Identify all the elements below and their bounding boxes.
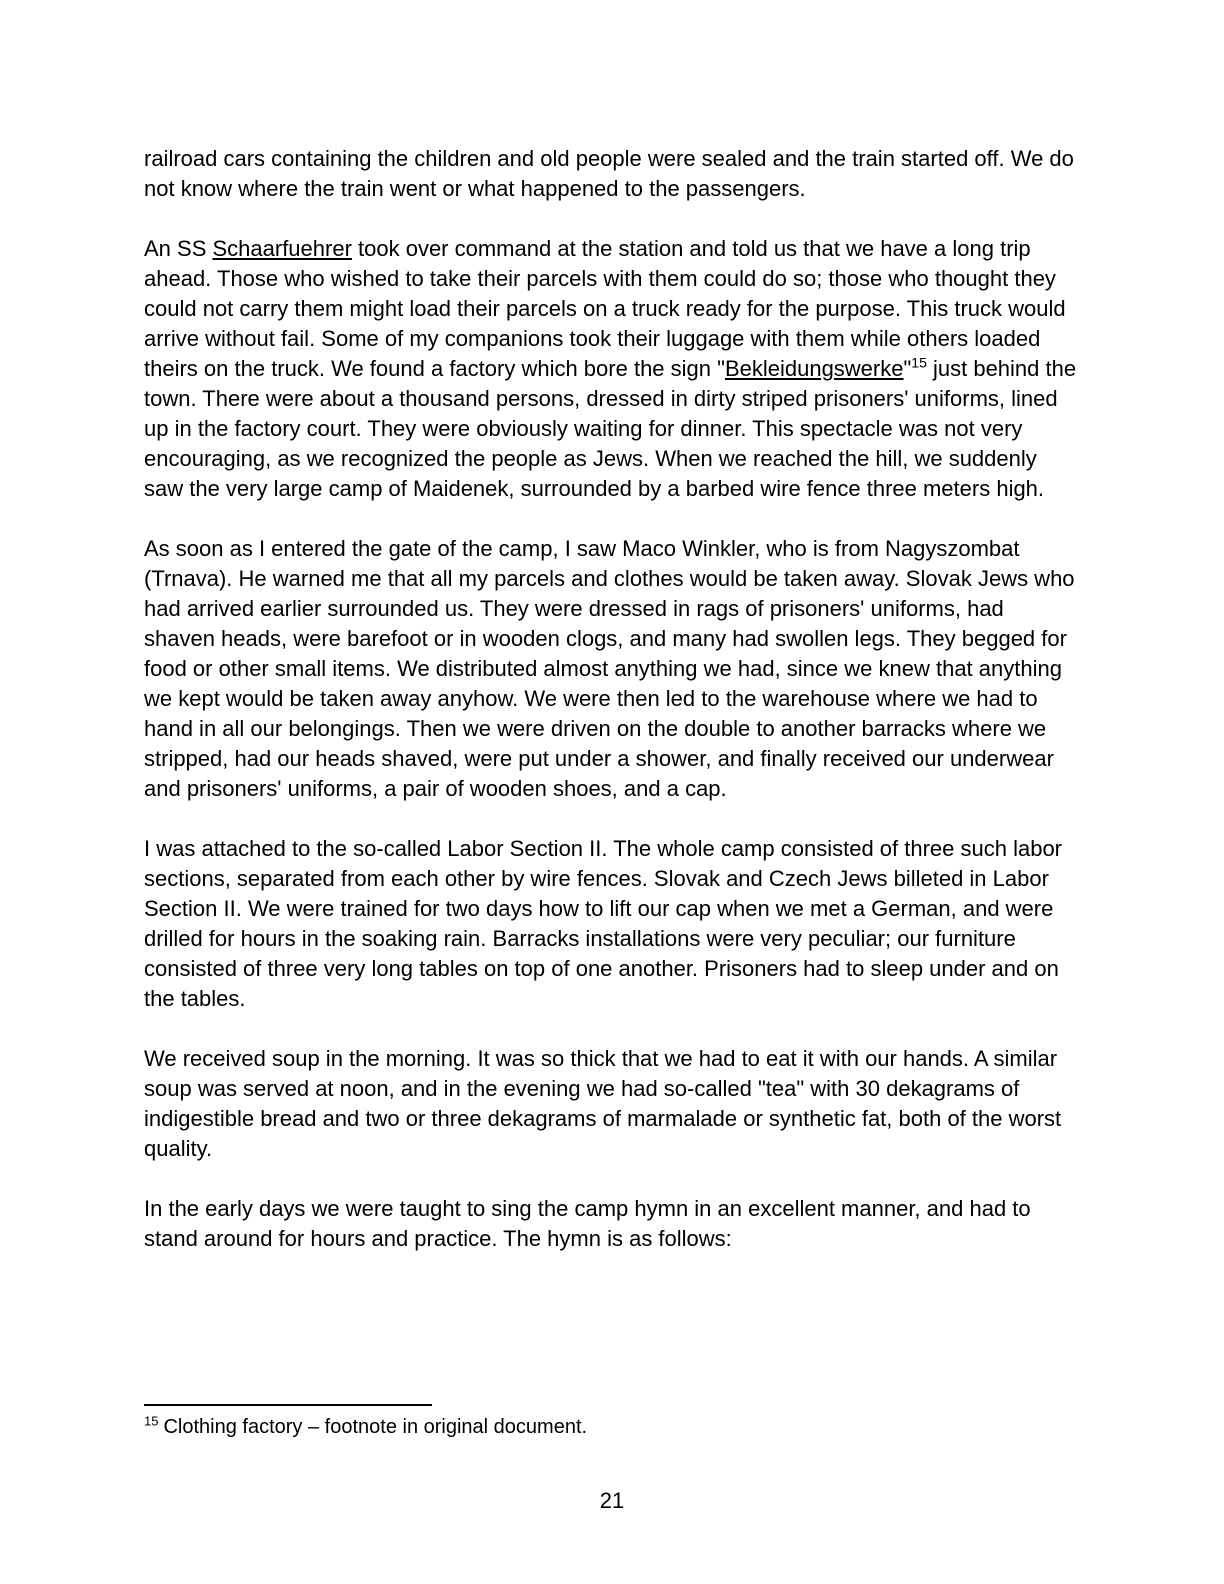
document-body: [144, 144, 1080, 1284]
text-run: In the early days we were taught to sing the camp hymn in an excellent manner, and had to stand around for hours and practice. The hymn is as follows:: [144, 1196, 1031, 1251]
paragraph-2: [144, 234, 1080, 504]
page-number: 21: [599, 1488, 625, 1513]
text-run: just behind the town. There were about a thousand persons, dressed in dirty striped prisoners' uniforms, lined up in the factory court. They were obviously waiting for dinner. This spectacle was not very encouraging, as we recognized the people as Jews. When we reached the hill, we suddenly saw the very large camp of Maidenek, surrounded by a barbed wire fence three meters high.: [144, 356, 1077, 501]
paragraph-3: [144, 534, 1080, 804]
footnote-text: [144, 1414, 1080, 1440]
footnote-ref-superscript: 15: [911, 354, 927, 371]
paragraph-5: [144, 1044, 1080, 1164]
text-run: An SS: [144, 236, 213, 261]
text-run: ": [903, 356, 912, 381]
text-run: took over command at the station and told us that we have a long trip ahead. Those who wished to take their parcels with them could do so; those who thought they could not carry them might load their parcels on a truck ready for the purpose. This truck would arrive without fail. Some of my companions took their luggage with them while others loaded theirs on the truck. We found a factory which bore the sign ": [144, 236, 1066, 381]
text-run: I was attached to the so-called Labor Section II. The whole camp consisted of three such labor sections, separated from each other by wire fences. Slovak and Czech Jews billeted in Labor Section II. We were trained for two days how to lift our cap when we met a German, and were drilled for hours in the soaking rain. Barracks installations were very peculiar; our furniture consisted of three very long tables on top of one another. Prisoners had to sleep under and on the tables.: [144, 836, 1063, 1011]
text-run: railroad cars containing the children and old people were sealed and the train started off. We do not know where the train went or what happened to the passengers.: [144, 146, 1074, 201]
paragraph-4: [144, 834, 1080, 1014]
footnote-body: Clothing factory – footnote in original document.: [163, 1416, 588, 1438]
paragraph-6: [144, 1194, 1080, 1254]
footnote-marker: 15: [144, 1413, 159, 1429]
paragraph-1: [144, 144, 1080, 204]
footnote-separator-rule: [144, 1404, 432, 1406]
text-run: We received soup in the morning. It was so thick that we had to eat it with our hands. A similar soup was served at noon, and in the evening we had so-called "tea" with 30 dekagrams of indigestible bread and two or three dekagrams of marmalade or synthetic fat, both of the worst quality.: [144, 1046, 1062, 1161]
text-run: As soon as I entered the gate of the camp, I saw Maco Winkler, who is from Nagyszombat (Trnava). He warned me that all my parcels and clothes would be taken away. Slovak Jews who had arrived earlier surrounded us. They were dressed in rags of prisoners' uniforms, had shaven heads, were barefoot or in wooden clogs, and many had swollen legs. They begged for food or other small items. We distributed almost anything we had, since we knew that anything we kept would be taken away anyhow. We were then led to the warehouse where we had to hand in all our belongings. Then we were driven on the double to another barracks where we stripped, had our heads shaved, were put under a shower, and finally received our underwear and prisoners' uniforms, a pair of wooden shoes, and a cap.: [144, 536, 1075, 801]
footnote: [144, 1404, 1080, 1440]
underlined-term: Bekleidungswerke: [724, 356, 904, 381]
underlined-term: Schaarfuehrer: [212, 236, 352, 261]
